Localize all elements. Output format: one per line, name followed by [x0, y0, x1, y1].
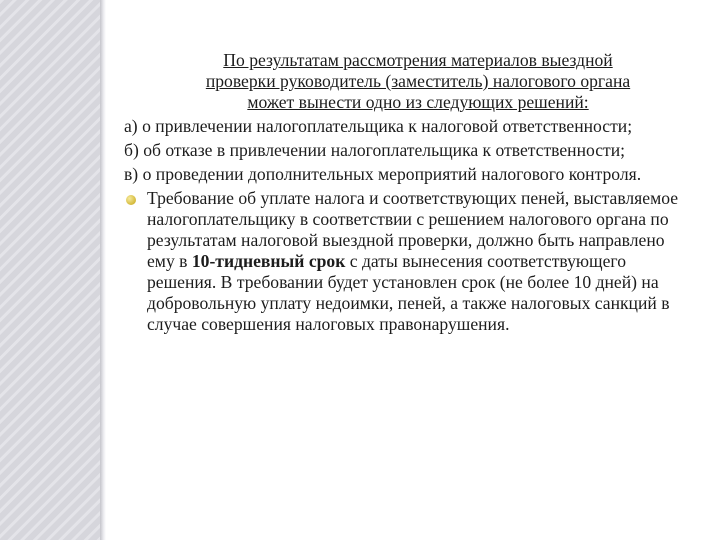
- page-edge-shadow: [100, 0, 106, 540]
- bullet-paragraph: [124, 188, 690, 335]
- decorative-side-band: [0, 0, 104, 540]
- heading-line-2: проверки руководитель (заместитель) налогового органа: [205, 71, 631, 91]
- bullet-bold-text: 10-тидневный срок: [191, 251, 346, 271]
- decision-item-c: [124, 164, 690, 185]
- heading-line-3: может вынести одно из следующих решений:: [247, 92, 589, 112]
- item-marker: в): [124, 164, 139, 184]
- bullet-text-before: Требование об уплате налога и соответствующих пеней, выставляемое налогоплательщику в соответствии с решением налогового органа по результатам налоговой выездной проверки, должно быть направлено ему в: [147, 188, 679, 271]
- bullet-dot-icon: [126, 195, 136, 205]
- decision-item-a: [124, 116, 690, 137]
- item-marker: а): [124, 116, 138, 136]
- heading-line-1: По результатам рассмотрения материалов выездной: [223, 50, 613, 70]
- decision-item-b: [124, 140, 690, 161]
- item-text: об отказе в привлечении налогоплательщика к ответственности;: [143, 140, 626, 160]
- item-text: о проведении дополнительных мероприятий налогового контроля.: [142, 164, 642, 184]
- item-text: о привлечении налогоплательщика к налоговой ответственности;: [142, 116, 633, 136]
- item-marker: б): [124, 140, 139, 160]
- bullet-text-after: с даты вынесения соответствующего решения. В требовании будет установлен срок (не более 10 дней) на добровольную уплату недоимки, пеней, а также налоговых санкций в случае совершения налоговых правонарушения.: [147, 251, 670, 334]
- slide-heading: [146, 50, 690, 113]
- diagonal-stripes-pattern: [0, 0, 104, 540]
- slide-content: [124, 50, 690, 335]
